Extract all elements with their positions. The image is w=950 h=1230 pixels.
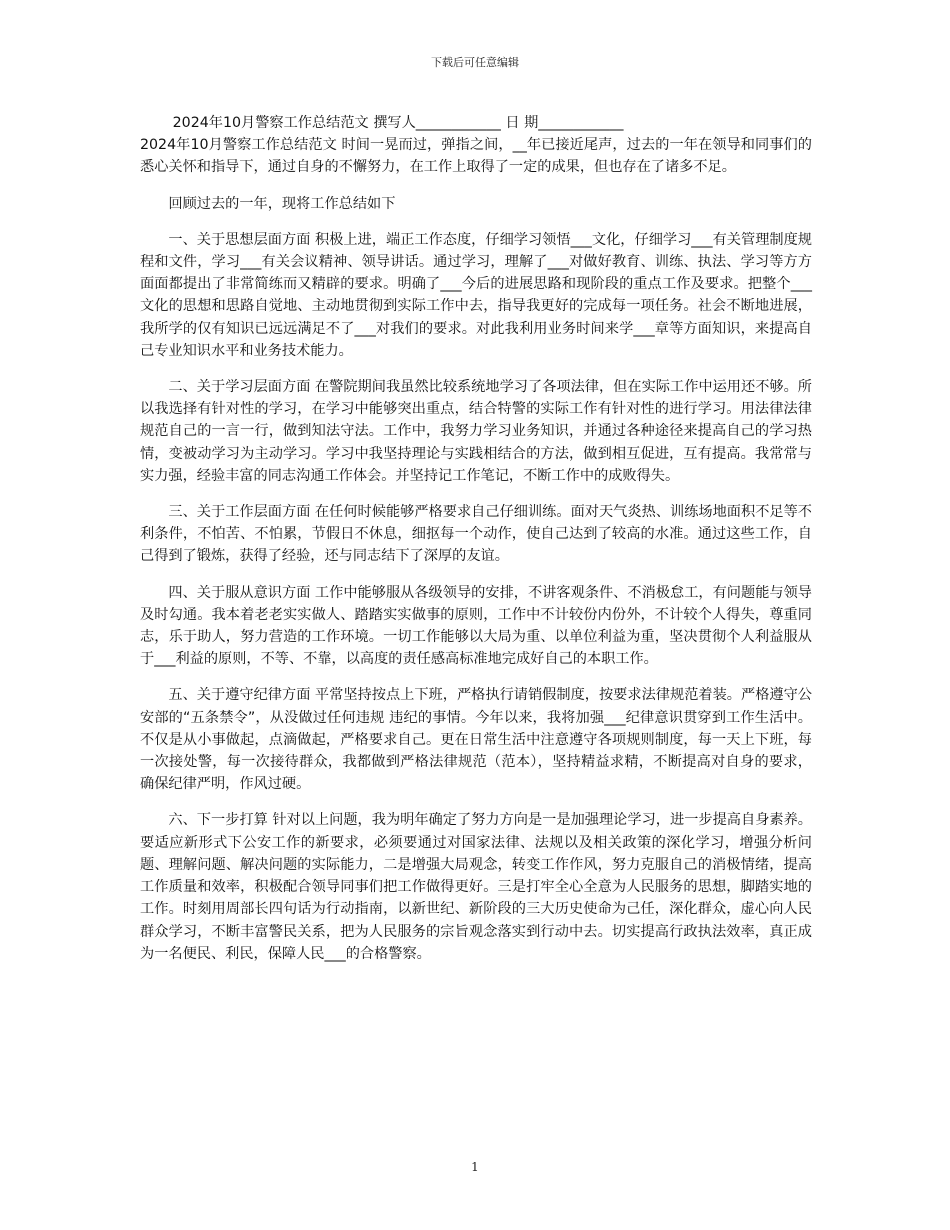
page-header: 下载后可任意编辑	[431, 56, 519, 69]
section-next-plan: 六、下一步打算 针对以上问题，我为明年确定了努力方向是一是加强理论学习，进一步提高自身素养。要适应新形式下公安工作的新要求，必须要通过对国家法律、法规以及相关政策的深化学习，增强分析问题、理解问题、解决问题的实际能力，二是增强大局观念，转变工作作风，努力克服自己的消极情绪，提高工作质量和效率，积极配合领导同事们把工作做得更好。三是打牢全心全意为人民服务的思想，脚踏实地的工作。时刻用周部长四句话为行动指南，以新世纪、新阶段的三大历史使命为己任，深化群众，虚心向人民群众学习，不断丰富警民关系，把为人民服务的宗旨观念落实到行动中去。切实提高行政执法效率，真正成为一名便民、利民，保障人民___的合格警察。	[140, 812, 812, 962]
section-obedience: 四、关于服从意识方面 工作中能够服从各级领导的安排，不讲客观条件、不消极怠工，有问题能与领导及时勾通。我本着老老实实做人、踏踏实实做事的原则，工作中不计较份内份外，不计较个人得失，尊重同志，乐于助人，努力营造的工作环境。一切工作能够以大局为重、以单位利益为重，坚决贯彻个人利益服从于___利益的原则，不等、不靠，以高度的责任感高标准地完成好自己的本职工作。	[140, 584, 812, 668]
section-study: 二、关于学习层面方面 在警院期间我虽然比较系统地学习了各项法律，但在实际工作中运用还不够。所以我选择有针对性的学习，在学习中能够突出重点，结合特警的实际工作有针对性的进行学习。用法律法律规范自己的一言一行，做到知法守法。工作中，我努力学习业务知识，并通过各种途径来提高自己的学习热 情，变被动学习为主动学习。学习中我坚持理论与实践相结合的方法，做到相互促进，互有提高。我常常与实力强，经验丰富的同志沟通工作体会。并坚持记工作笔记，不断工作中的成败得失。	[140, 379, 812, 484]
page-number: 1	[471, 1160, 479, 1174]
title-line: 2024年10月警察工作总结范文 撰写人____________ 日 期____________	[172, 115, 624, 131]
document-body	[140, 112, 812, 965]
section-discipline: 五、关于遵守纪律方面 平常坚持按点上下班，严格执行请销假制度，按要求法律规范着装。严格遵守公安部的“五条禁令”，从没做过任何违规 违纪的事情。今年以来，我将加强___纪律意识贯穿到工作生活中。不仅是从小事做起，点滴做起，严格要求自己。更在日常生活中注意遵守各项规则制度，每一天上下班，每一次接处警，每一次接待群众，我都做到严格法律规范（范本），坚持精益求精，不断提高对自身的要求，确保纪律严明，作风过硬。	[140, 687, 812, 793]
section-work: 三、关于工作层面方面 在任何时候能够严格要求自己仔细训练。面对天气炎热、训练场地面积不足等不利条件，不怕苦、不怕累，节假日不休息，细抠每一个动作，使自己达到了较高的水准。通过这些工作，自己得到了锻炼，获得了经验，还与同志结下了深厚的友谊。	[140, 504, 812, 565]
section-thought: 一、关于思想层面方面 积极上进，端正工作态度，仔细学习领悟___文化，仔细学习___有关管理制度规程和文件，学习___有关会议精神、领导讲话。通过学习，理解了___对做好教育、训练、执法、学习等方方面面都提出了非常简练而又精辟的要求。明确了___今后的进展思路和现阶段的重点工作及要求。把整个___文化的思想和思路自觉地、主动地贯彻到实际工作中去，指导我更好的完成每一项任务。社会不断地进展，我所学的仅有知识已远远满足不了___对我们的要求。对此我利用业务时间来学___章等方面知识，来提高自己专业知识水平和业务技术能力。	[140, 231, 812, 359]
intro-paragraph: 2024年10月警察工作总结范文 时间一晃而过，弹指之间，__年已接近尾声，过去的一年在领导和同事们的悉心关怀和指导下，通过自身的不懈努力，在工作上取得了一定的成果，但也存在了诸多不足。	[140, 137, 812, 176]
review-line: 回顾过去的一年，现将工作总结如下	[168, 195, 396, 212]
